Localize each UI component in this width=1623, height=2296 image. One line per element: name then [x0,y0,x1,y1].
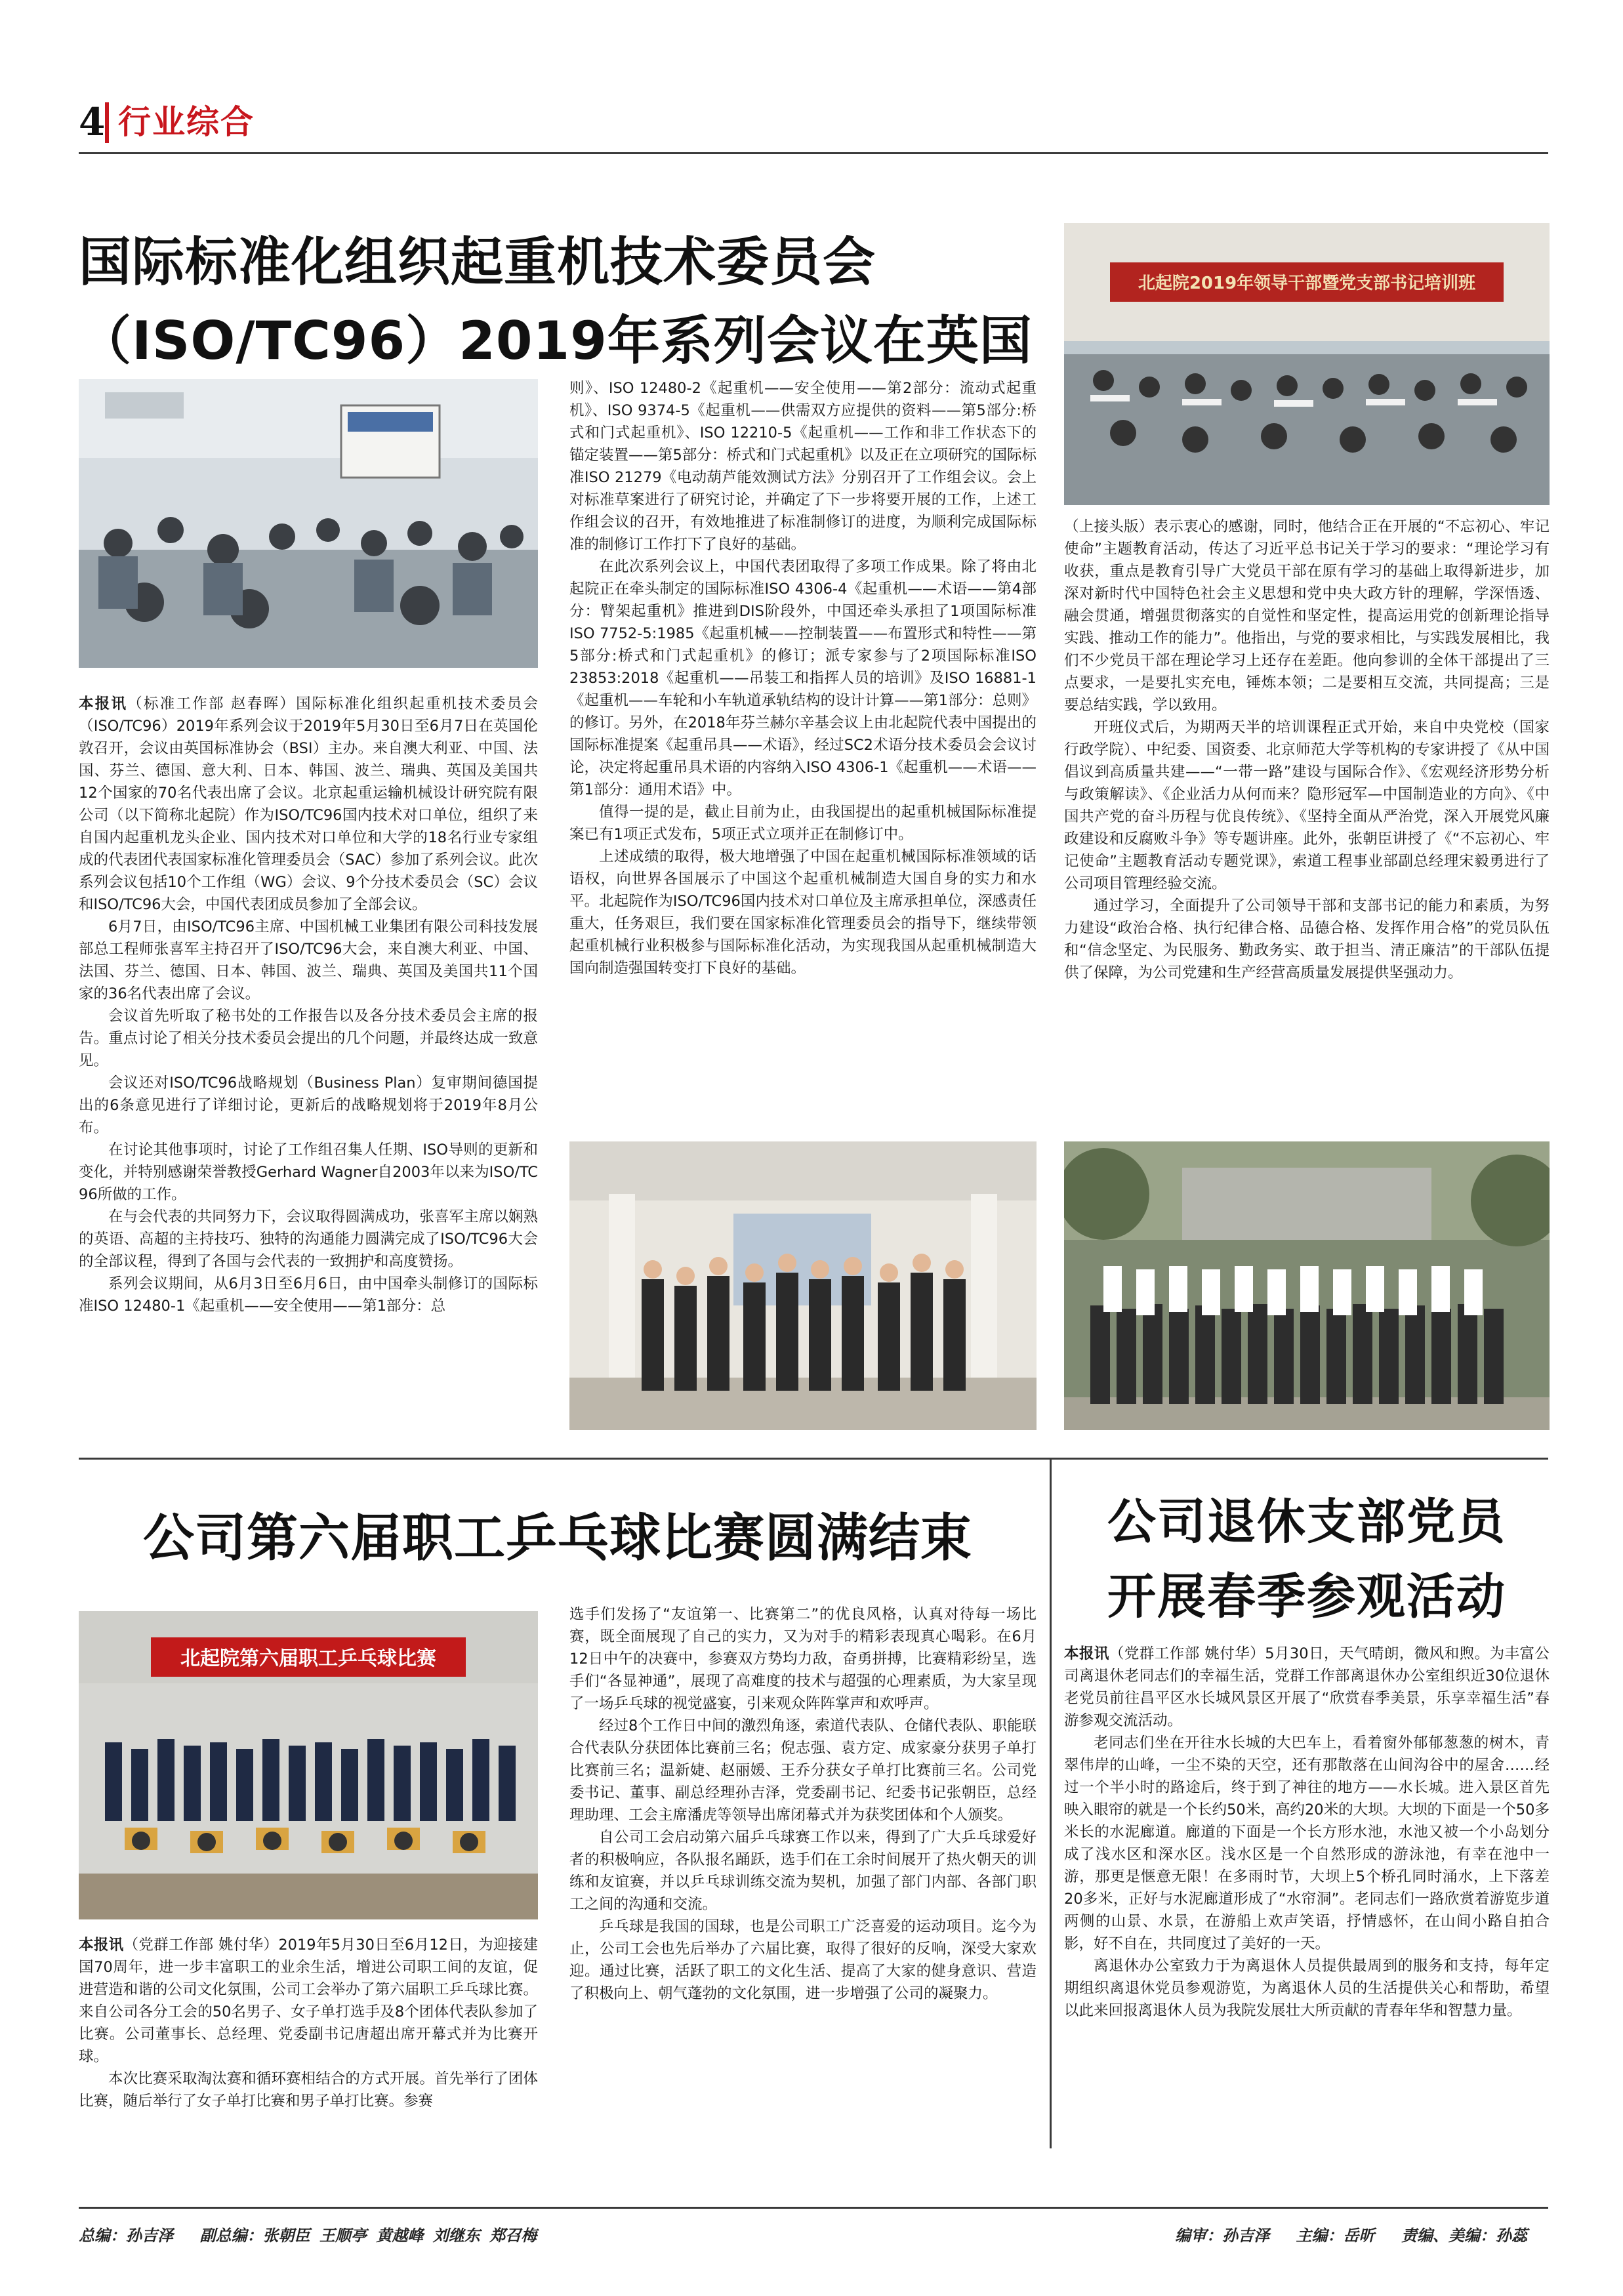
training-banner-text: 北起院2019年领导干部暨党支部书记培训班 [1138,274,1476,293]
paragraph: 选手们发扬了“友谊第一、比赛第二”的优良风格，认真对待每一场比赛，既全面展现了自己的实力，又为对手的精彩表现真心喝彩。在6月12日中午的决赛中，参赛双方势均力敌，奋勇拼搏，比赛精彩纷呈，选手们“各显神通”，展现了高难度的技术与超强的心理素质，为大家呈现了一场乒乓球的视觉盛宴，引来观众阵阵掌声和欢呼声。 [569,1606,1037,1712]
page-number: 4 [79,100,106,144]
article2-title: 公司第六届职工乒乓球比赛圆满结束 [142,1509,972,1568]
paragraph: 老同志们坐在开往水长城的大巴车上，看着窗外郁郁葱葱的树木，青翠伟岸的山峰，一尘不染的天空，还有那散落在山间沟谷中的屋舍……经过一个半小时的路途后，终于到了神往的地方——水长城。进入景区首先映入眼帘的就是一个长约50米，高约20米的大坝。大坝的下面是一个50多米长的水泥廊道。廊道的下面是一个长方形水池，水池又被一个小岛划分成了浅水区和深水区。浅水区是一个自然形成的游泳池，有幸在池中一游，那更是惬意无限！在多雨时节，大坝上5个桥孔同时涌水，上下落差20多米，正好与水泥廊道形成了“水帘洞”。老同志们一路欣赏着游览步道两侧的山景、水景，在游船上欢声笑语，抒情感怀，在山间小路自拍合影，好不自在，共同度过了美好的一天。 [1064,1734,1550,1952]
paragraph: 则》、ISO 12480-2《起重机——安全使用——第2部分：流动式起重机》、ISO 9374-5《起重机——供需双方应提供的资料——第5部分:桥式和门式起重机》、ISO 12210-5《起重机——工作和非工作状态下的锚定装置——第5部分：桥式和门式起重机》以及正在立项研究的国际标准ISO 21279《电动葫芦能效测试方法》分别召开了工作组会议。会上对标准草案进行了研究讨论，并确定了下一步将要开展的工作，上述工作组会议的召开，有效地推进了标准制修订的进度，为顺利完成国际标准的制修订工作打下了良好的基础。 [569,380,1037,553]
paragraph: 开班仪式后，为期两天半的培训课程正式开始，来自中央党校（国家行政学院）、中纪委、国资委、北京师范大学等机构的专家讲授了《从中国倡议到高质量共建——“一带一路”建设与国际合作》、《宏观经济形势分析与政策解读》、《企业活力从何而来？隐形冠军—中国制造业的方向》、《中国共产党的奋斗历程与优良传统》、《坚持全面从严治党，深入开展党风廉政建设和反腐败斗争》等专题讲座。此外，张朝臣讲授了《“不忘初心、牢记使命”主题教育活动专题党课》，索道工程事业部副总经理宋毅勇进行了公司项目管理经验交流。 [1064,719,1550,892]
credit-editor: 主编：岳昕 [1296,2226,1375,2245]
section-divider-bar [105,102,109,143]
training-group-photo [1064,1141,1550,1430]
article3-column [1064,1643,1550,2022]
header-rule [79,152,1548,154]
paragraph: 系列会议期间，从6月3日至6月6日，由中国牵头制修订的国际标准ISO 12480-1《起重机——安全使用——第1部分：总 [79,1275,538,1315]
article3-lead-paragraph [1064,1643,1550,1732]
article1-lead-paragraph [79,693,538,916]
lead-byline: （党群工作部 姚付华） [1109,1645,1265,1662]
paragraph: 自公司工会启动第六届乒乓球赛工作以来，得到了广大乒乓球爱好者的积极响应，各队报名踊跃，选手们在工余时间展开了热火朝天的训练和友谊赛，并以乒乓球训练交流为契机，加强了部门内部、各部门职工之间的沟通和交流。 [569,1829,1037,1913]
credit-layout-editor: 责编、美编：孙蕊 [1401,2226,1527,2245]
article3-title-line-1: 公司退休支部党员 [1107,1494,1506,1550]
lead-tag: 本报讯 [1064,1645,1109,1662]
lead-byline: （党群工作部 姚付华） [123,1937,279,1954]
meeting-photo-london [79,379,538,668]
article-right-column [1064,516,1550,984]
credit-reviewer: 编审：孙吉泽 [1175,2226,1270,2245]
paragraph: 2019年5月30日至6月12日，为迎接建国70周年，进一步丰富职工的业余生活，增进公司职工间的友谊，促进营造和谐的公司文化氛围，公司工会举办了第六届职工乒乓球比赛。来自公司各分工会的50名男子、女子单打选手及8个团体代表队参加了比赛。公司董事长、总经理、党委副书记唐超出席开幕式并为比赛开球。 [79,1937,538,2065]
article1-column-2 [569,377,1037,979]
paragraph: 在讨论其他事项时，讨论了工作组召集人任期、ISO导则的更新和变化，并特别感谢荣誉教授Gerhard Wagner自2003年以来为ISO/TC 96所做的工作。 [79,1141,538,1203]
section-separator [79,1458,1548,1460]
article2-column-1 [79,1934,538,2112]
section-title: 行业综合 [118,103,255,141]
paragraph: 通过学习，全面提升了公司领导干部和支部书记的能力和素质，为努力建设“政治合格、执行纪律合格、品德合格、发挥作用合格”的党员队伍和“信念坚定、为民服务、勤政务实、敢于担当、清正廉洁”的干部队伍提供了保障，为公司党建和生产经营高质量发展提供坚强动力。 [1064,897,1550,981]
paragraph: 离退休办公室致力于为离退休人员提供最周到的服务和支持，每年定期组织离退休党员参观游览，为离退休人员的生活提供关心和帮助，希望以此来回报离退休人员为我院发展壮大所贡献的青春年华和智慧力量。 [1064,1958,1550,2019]
paragraph: 经过8个工作日中间的激烈角逐，索道代表队、仓储代表队、职能联合代表队分获团体比赛前三名；倪志强、袁方定、成家豪分获男子单打比赛前三名；温新婕、赵丽媛、王乔分获女子单打比赛前三名。公司党委书记、董事、副总经理孙吉泽，党委副书记、纪委书记张朝臣，总经理助理、工会主席潘虎等领导出席闭幕式并为获奖团体和个人颁奖。 [569,1717,1037,1824]
paragraph: 在与会代表的共同努力下，会议取得圆满成功，张喜军主席以娴熟的英语、高超的主持技巧、独特的沟通能力圆满完成了ISO/TC96大会的全部议程，得到了各国与会代表的一致拥护和高度赞扬。 [79,1208,538,1270]
article1-column-1 [79,693,538,1317]
credits-left [79,2223,554,2245]
table-tennis-photo [79,1611,538,1919]
paragraph: 乒乓球是我国的国球，也是公司职工广泛喜爱的运动项目。迄今为止，公司工会也先后举办了六届比赛，取得了很好的反响，深受大家欢迎。通过比赛，活跃了职工的文化生活、提高了大家的健身意识、营造了积极向上、朝气蓬勃的文化氛围，进一步增强了公司的凝聚力。 [569,1918,1037,2002]
tennis-banner-text: 北起院第六届职工乒乓球比赛 [180,1647,436,1670]
credit-chief-editor: 总编：孙吉泽 [79,2226,173,2245]
credits-right [1175,2223,1544,2245]
vertical-separator [1050,1460,1052,2148]
paragraph: 会议首先听取了秘书处的工作报告以及各分技术委员会主席的报告。重点讨论了相关分技术委员会提出的几个问题，并最终达成一致意见。 [79,1008,538,1069]
article3-title-line-2: 开展春季参观活动 [1107,1568,1506,1625]
lead-tag: 本报讯 [79,1937,124,1954]
paragraph: 在此次系列会议上，中国代表团取得了多项工作成果。除了将由北起院正在牵头制定的国际标准ISO 4306-4《起重机——术语——第4部分：臂架起重机》推进到DIS阶段外，中国还牵头承担了1项国际标准ISO 7752-5:1985《起重机械——控制装置——布置形式和特性——第5部分:桥式和门式起重机》的修订；派专家参与了2项国际标准ISO 23853:2018《起重机——吊装工和指挥人员的培训》及ISO 16881-1《起重机——车轮和小车轨道承轨结构的设计计算——第1部分：总则》的修订。另外，在2018年芬兰赫尔辛基会议上由北起院代表中国提出的国际标准提案《起重吊具——术语》，经过SC2术语分技术委员会会议讨论，决定将起重吊具术语的内容纳入ISO 4306-1《起重机——术语——第1部分：通用术语》中。 [569,558,1037,798]
article1-title: 国际标准化组织起重机技术委员会（ISO/TC96）2019年系列会议在英国 [79,232,1033,371]
article2-lead-paragraph [79,1934,538,2068]
page-header [79,98,735,146]
delegation-group-photo [569,1141,1037,1430]
footer-rule [79,2207,1548,2209]
paragraph: 5月30日，天气晴朗，微风和煦。为丰富公司离退休老同志们的幸福生活，党群工作部离退休办公室组织近30位退休老党员前往昌平区水长城风景区开展了“欣赏春季美景，乐享幸福生活”春游参观交流活动。 [1064,1645,1550,1729]
lead-byline: （标准工作部 赵春晖） [127,695,297,712]
paragraph: 会议还对ISO/TC96战略规划（Business Plan）复审期间德国提出的6条意见进行了详细讨论，更新后的战略规划将于2019年8月公布。 [79,1075,538,1136]
paragraph: 值得一提的是，截止目前为止，由我国提出的起重机械国际标准提案已有1项正式发布，5项正式立项并正在制修订中。 [569,804,1037,843]
article2-column-2 [569,1603,1037,2005]
training-class-photo [1064,223,1550,505]
paragraph: 上述成绩的取得，极大地增强了中国在起重机械国际标准领域的话语权，向世界各国展示了中国这个起重机械制造大国自身的实力和水平。北起院作为ISO/TC96国内技术对口单位及主席承担单位，深感责任重大，任务艰巨，我们要在国家标准化管理委员会的指导下，继续带领起重机械行业积极参与国际标准化活动，为实现我国从起重机械制造大国向制造强国转变打下良好的基础。 [569,848,1037,977]
credit-deputy-editors: 副总编：张朝臣 王顺亭 黄越峰 刘继东 郑召梅 [199,2226,537,2245]
paragraph: 国际标准化组织起重机技术委员会（ISO/TC96）2019年系列会议于2019年5月30日至6月7日在英国伦敦召开，会议由英国标准协会（BSI）主办。来自澳大利亚、中国、法国、芬兰、德国、意大利、日本、韩国、波兰、瑞典、英国及美国共12个国家的70名代表出席了会议。北京起重运输机械设计研究院有限公司（以下简称北起院）作为ISO/TC96国内技术对口单位，组织了来自国内起重机龙头企业、国内技术对口单位和大学的18名行业专家组成的代表团代表国家标准化管理委员会（SAC）参加了系列会议。此次系列会议包括10个工作组（WG）会议、9个分技术委员会（SC）会议和ISO/TC96大会，中国代表团成员参加了全部会议。 [79,695,538,913]
paragraph: （上接头版）表示衷心的感谢，同时，他结合正在开展的“不忘初心、牢记使命”主题教育活动，传达了习近平总书记关于学习的要求：“理论学习有收获，重点是教育引导广大党员干部在原有学习的基础上取得新进步，加深对新时代中国特色社会主义思想和党中央大政方针的理解，学深悟透、融会贯通，增强贯彻落实的自觉性和坚定性，提高运用党的创新理论指导实践、推动工作的能力”。他指出，与党的要求相比，与实践发展相比，我们不少党员干部在理论学习上还存在差距。他向参训的全体干部提出了三点要求，一是要扎实充电，锤炼本领；二是要相互交流，共同提高；三是要总结实践，学以致用。 [1064,518,1550,714]
paragraph: 6月7日，由ISO/TC96主席、中国机械工业集团有限公司科技发展部总工程师张喜军主持召开了ISO/TC96大会，来自澳大利亚、中国、法国、芬兰、德国、日本、韩国、波兰、瑞典、英国及美国共11个国家的36名代表出席了会议。 [79,918,538,1002]
footer-credits [79,2223,1544,2245]
paragraph: 本次比赛采取淘汰赛和循环赛相结合的方式开展。首先举行了团体比赛，随后举行了女子单打比赛和男子单打比赛。参赛 [79,2070,538,2110]
lead-tag: 本报讯 [79,695,128,712]
